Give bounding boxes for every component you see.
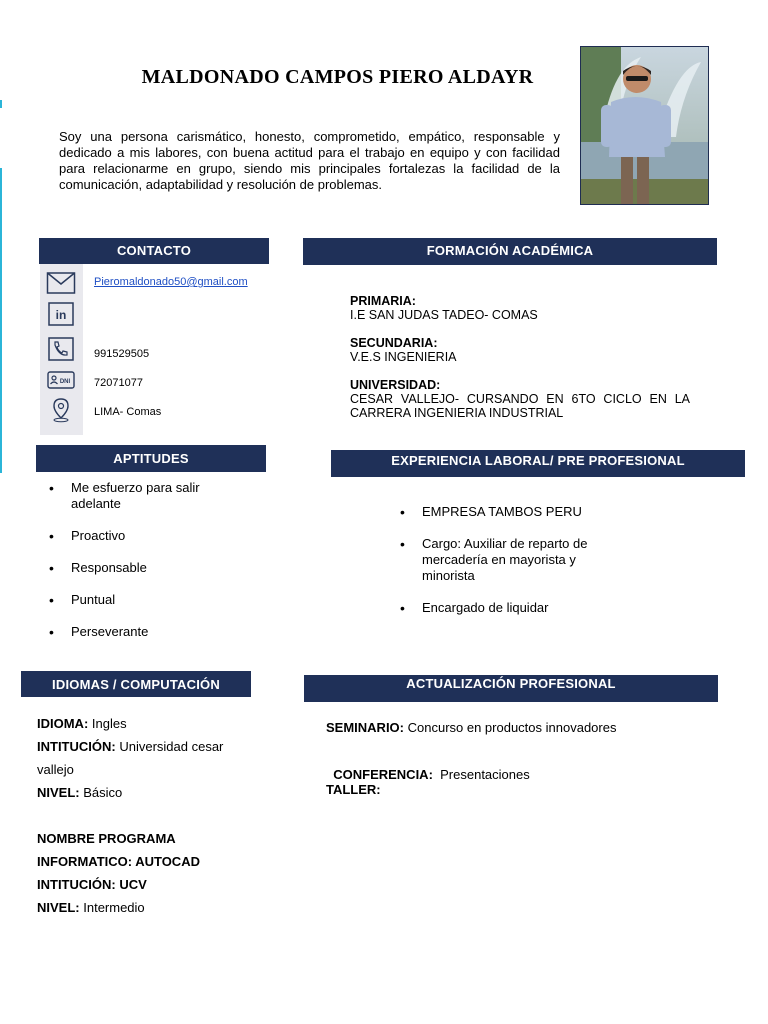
education-section-header [303, 238, 717, 265]
nivel2-label: NIVEL: [37, 900, 80, 915]
experience-section-title: EXPERIENCIA LABORAL/ PRE PROFESIONAL [391, 453, 685, 468]
skills-list [49, 480, 249, 640]
conferencia-label: CONFERENCIA: [333, 767, 433, 782]
institucion2-value: UCV [115, 877, 147, 892]
institucion-value: Universidad cesar vallejo [37, 739, 224, 777]
left-edge-accent [0, 100, 2, 108]
education-primary [350, 294, 690, 322]
seminario-label: SEMINARIO: [326, 720, 404, 735]
svg-text:in: in [55, 308, 67, 322]
education-university-value: CESAR VALLEJO- CURSANDO EN 6TO CICLO EN LA CARRERA INGENIERIA INDUSTRIAL [350, 392, 690, 420]
experience-list [400, 504, 620, 616]
languages-section-title: IDIOMAS / COMPUTACIÓN [52, 677, 220, 692]
nivel-label: NIVEL: [37, 785, 80, 800]
education-secondary [350, 336, 690, 364]
mail-icon [46, 270, 76, 296]
programa-line [37, 827, 257, 873]
taller-label: TALLER: [326, 782, 381, 797]
profile-summary: Soy una persona carismático, honesto, comprometido, empático, responsable y dedicado a mis labores, con buena actitud para el trabajo en equipo y con facilidad para relacionarme en grupo, siendo mis principales fortalezas la facilidad de la comunicación, adaptabilidad y resolución de problemas. [59, 129, 560, 192]
programa-label: NOMBRE PROGRAMA INFORMATICO: [37, 831, 176, 869]
idioma-line [37, 712, 257, 735]
spacer [37, 804, 257, 827]
programa-value: AUTOCAD [132, 854, 200, 869]
institucion-line [37, 735, 257, 781]
education-university-label: UNIVERSIDAD: [350, 378, 441, 392]
svg-text:DNI: DNI [59, 379, 71, 385]
idioma-value: Ingles [88, 716, 127, 731]
experience-item: • Encargado de liquidar [400, 600, 620, 616]
skill-item: • Me esfuerzo para salir adelante [49, 480, 249, 512]
languages-section-header [21, 671, 251, 697]
updates-section-header [304, 675, 718, 702]
nivel-line [37, 781, 257, 804]
contact-section-header [39, 238, 269, 264]
skill-item: • Responsable [49, 560, 249, 576]
updates-section-title: ACTUALIZACIÓN PROFESIONAL [406, 676, 616, 691]
location-text: LIMA- Comas [94, 406, 162, 418]
education-section-title: FORMACIÓN ACADÉMICA [426, 243, 594, 258]
taller-line [326, 782, 381, 798]
linkedin-icon[interactable] [46, 301, 76, 327]
education-university [350, 378, 690, 420]
skill-item: • Puntual [49, 592, 249, 608]
left-edge-accent-long [0, 168, 2, 473]
conferencia-value: Presentaciones [432, 767, 530, 782]
email-link[interactable]: Pieromaldonado50@gmail.com [94, 276, 248, 288]
skill-item: • Perseverante [49, 624, 249, 640]
education-secondary-value: V.E.S INGENIERIA [350, 350, 457, 364]
contact-section-title: CONTACTO [116, 243, 192, 258]
education-primary-value: I.E SAN JUDAS TADEO- COMAS [350, 308, 538, 322]
nivel-value: Básico [79, 785, 123, 800]
languages-block [37, 712, 257, 919]
id-card-icon [46, 367, 76, 393]
experience-item: • EMPRESA TAMBOS PERU [400, 504, 620, 520]
candidate-name: MALDONADO CAMPOS PIERO ALDAYR [141, 66, 534, 88]
skills-section-title: APTITUDES [113, 451, 189, 466]
seminario-line [326, 720, 616, 736]
phone-icon [46, 336, 76, 362]
experience-section-header [331, 450, 745, 477]
nivel2-line [37, 896, 257, 919]
phone-number: 991529505 [94, 348, 150, 360]
education-secondary-label: SECUNDARIA: [350, 336, 438, 350]
conferencia-line [326, 751, 530, 783]
institucion-label: INTITUCIÓN: [37, 739, 116, 754]
dni-number: 72071077 [94, 377, 143, 389]
skill-item: • Proactivo [49, 528, 249, 544]
skills-section-header [36, 445, 266, 472]
seminario-value: Concurso en productos innovadores [404, 720, 617, 735]
experience-item: • Cargo: Auxiliar de reparto de mercadería en mayorista y minorista [400, 536, 620, 584]
profile-photo [580, 46, 709, 205]
location-pin-icon [46, 397, 76, 423]
institucion2-label: INTITUCIÓN: [37, 877, 116, 892]
nivel2-value: Intermedio [79, 900, 145, 915]
institucion2-line [37, 873, 257, 896]
idioma-label: IDIOMA: [37, 716, 89, 731]
education-primary-label: PRIMARIA: [350, 294, 416, 308]
